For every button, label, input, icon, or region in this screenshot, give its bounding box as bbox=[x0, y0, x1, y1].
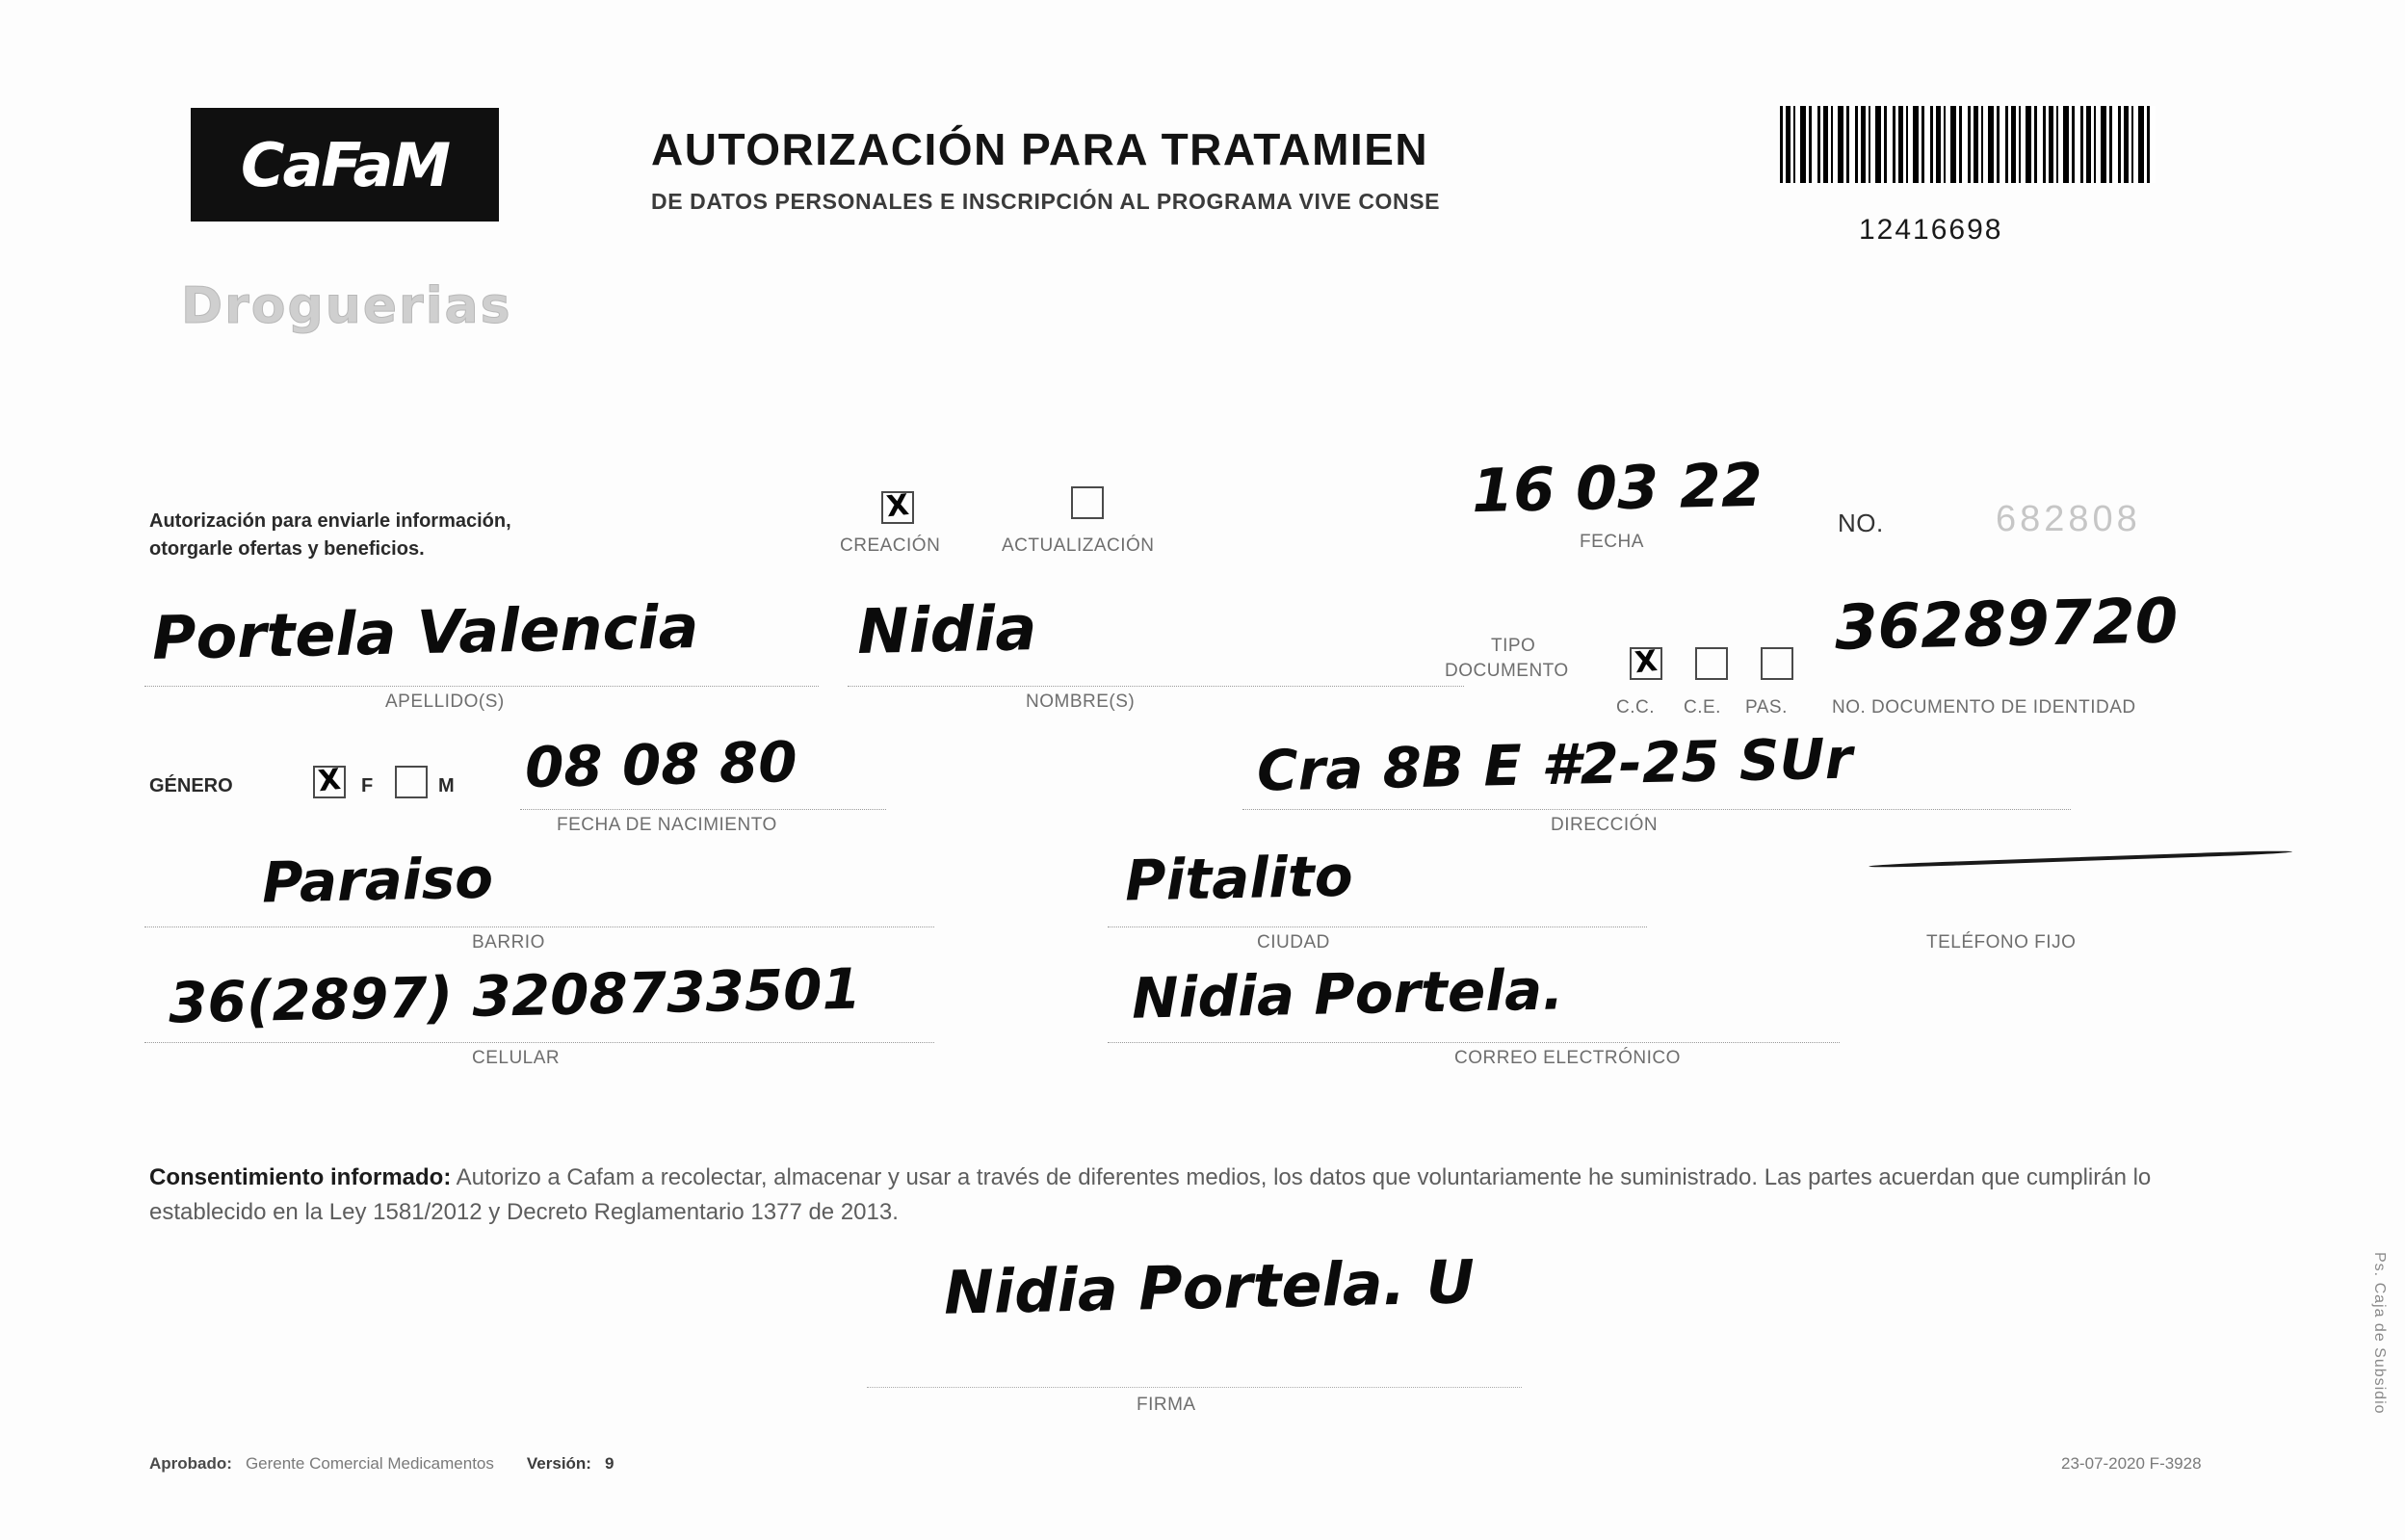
genero-f-label: F bbox=[361, 775, 374, 796]
consent-paragraph bbox=[149, 1161, 2259, 1230]
apellidos-label: APELLIDO(S) bbox=[385, 692, 505, 712]
numero-label: NO. bbox=[1838, 509, 1884, 537]
tipo-ce-label: C.E. bbox=[1684, 697, 1721, 718]
apellidos-underline bbox=[144, 686, 819, 687]
footer-left bbox=[149, 1454, 614, 1474]
actualizacion-checkbox[interactable] bbox=[1071, 486, 1104, 524]
barrio-value: Paraiso bbox=[261, 845, 494, 916]
barrio-label: BARRIO bbox=[472, 932, 545, 953]
direccion-value: Cra 8B E #2-25 SUr bbox=[1256, 725, 1853, 804]
page-subtitle: DE DATOS PERSONALES E INSCRIPCIÓN AL PROGRAMA VIVE CONSE bbox=[651, 189, 1441, 214]
tipo-pas-label: PAS. bbox=[1745, 697, 1788, 718]
fecha-nacimiento-underline bbox=[520, 809, 886, 810]
nombres-label: NOMBRE(S) bbox=[1026, 692, 1136, 712]
actualizacion-label: ACTUALIZACIÓN bbox=[1002, 535, 1155, 556]
direccion-underline bbox=[1242, 809, 2071, 810]
ciudad-value: Pitalito bbox=[1124, 843, 1354, 914]
telefono-fijo-label: TELÉFONO FIJO bbox=[1926, 932, 2077, 953]
celular-label: CELULAR bbox=[472, 1048, 561, 1068]
intro-text bbox=[149, 510, 511, 561]
correo-underline bbox=[1108, 1042, 1840, 1043]
cafam-logo bbox=[191, 108, 499, 222]
ciudad-label: CIUDAD bbox=[1257, 932, 1330, 953]
intro-line-1: Autorización para enviarle información, bbox=[149, 510, 511, 532]
tipo-cc-checkbox[interactable] bbox=[1630, 647, 1662, 685]
tipo-pas-checkbox-box[interactable] bbox=[1761, 647, 1793, 680]
firma-value: Nidia Portela. U bbox=[943, 1246, 1476, 1328]
celular-value: 36(2897) 3208733501 bbox=[168, 955, 862, 1036]
tipo-pas-checkbox[interactable] bbox=[1761, 647, 1793, 685]
tipo-cc-label: C.C. bbox=[1616, 697, 1655, 718]
fecha-nacimiento-label: FECHA DE NACIMIENTO bbox=[557, 815, 777, 835]
genero-label: GÉNERO bbox=[149, 775, 233, 796]
footer-date-code: 23-07-2020 F-3928 bbox=[2061, 1454, 2202, 1473]
genero-m-checkbox-box[interactable] bbox=[395, 766, 428, 798]
page-title: AUTORIZACIÓN PARA TRATAMIEN bbox=[651, 124, 1429, 174]
consent-text: Autorizo a Cafam a recolectar, almacenar y usar a través de diferentes medios, los datos que voluntariamente he suministrado. Las partes acuerdan que cumplirán lo establecido en la Ley 1581/2012 y Decreto Reglamentario 1377 de 2013. bbox=[149, 1164, 2152, 1225]
apellidos-value: Portela Valencia bbox=[151, 591, 699, 673]
version-value: 9 bbox=[604, 1454, 614, 1473]
intro-line-2: otorgarle ofertas y beneficios. bbox=[149, 538, 425, 560]
creacion-checkbox-box[interactable] bbox=[881, 491, 914, 524]
actualizacion-checkbox-box[interactable] bbox=[1071, 486, 1104, 519]
correo-label: CORREO ELECTRÓNICO bbox=[1454, 1048, 1681, 1068]
firma-underline bbox=[867, 1387, 1522, 1388]
creacion-checkbox[interactable] bbox=[881, 491, 914, 529]
tipo-cc-checkbox-box[interactable] bbox=[1630, 647, 1662, 680]
cafam-logo-text: CaFaM bbox=[240, 129, 450, 200]
telefono-fijo-strikethrough bbox=[1869, 849, 2292, 868]
consent-heading: Consentimiento informado: bbox=[149, 1164, 452, 1190]
celular-underline bbox=[144, 1042, 934, 1043]
genero-m-label: M bbox=[438, 775, 455, 796]
aprobado-value: Gerente Comercial Medicamentos bbox=[245, 1454, 494, 1473]
aprobado-label: Aprobado: bbox=[149, 1454, 232, 1473]
tipo-documento-label-line2: DOCUMENTO bbox=[1445, 661, 1569, 681]
barcode-number: 12416698 bbox=[1859, 214, 2003, 246]
version-label: Versión: bbox=[526, 1454, 591, 1473]
correo-value: Nidia Portela. bbox=[1131, 956, 1564, 1031]
tipo-ce-checkbox[interactable] bbox=[1695, 647, 1728, 685]
firma-label: FIRMA bbox=[1137, 1395, 1196, 1415]
genero-m-checkbox[interactable] bbox=[395, 766, 428, 803]
barcode-icon bbox=[1780, 106, 2156, 183]
tipo-documento-label-line1: TIPO bbox=[1491, 636, 1536, 656]
nombres-underline bbox=[848, 686, 1464, 687]
fecha-nacimiento-value: 08 08 80 bbox=[524, 729, 798, 800]
tipo-ce-checkbox-box[interactable] bbox=[1695, 647, 1728, 680]
numero-documento-label: NO. DOCUMENTO DE IDENTIDAD bbox=[1832, 697, 2136, 718]
numero-value: 682808 bbox=[1996, 499, 2141, 539]
nombres-value: Nidia bbox=[856, 593, 1038, 668]
fecha-label: FECHA bbox=[1580, 532, 1644, 552]
numero-documento-value: 36289720 bbox=[1834, 586, 2179, 665]
fecha-value: 16 03 22 bbox=[1471, 449, 1764, 527]
genero-f-checkbox-box[interactable] bbox=[313, 766, 346, 798]
genero-f-checkbox[interactable] bbox=[313, 766, 346, 803]
creacion-label: CREACIÓN bbox=[840, 535, 941, 556]
cafam-droguerias-label: Droguerias bbox=[181, 277, 512, 335]
side-note: Ps. Caja de Subsidio bbox=[2371, 1252, 2388, 1415]
direccion-label: DIRECCIÓN bbox=[1551, 815, 1659, 835]
